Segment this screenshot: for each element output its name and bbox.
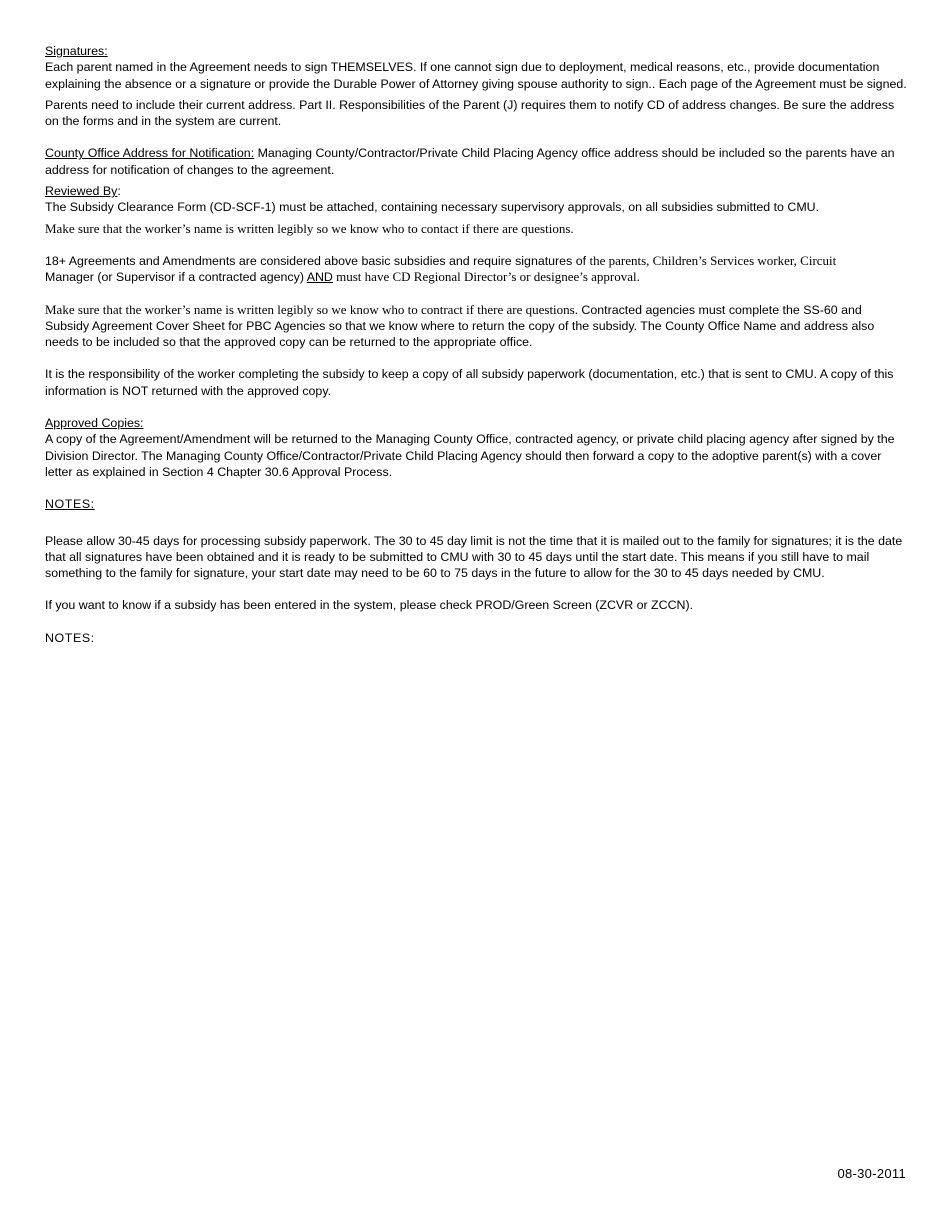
eighteen-plus-text-a: 18+ Agreements and Amendments are considered above basic subsidies and require signatures of [45,253,590,268]
reviewed-by-heading [45,183,907,199]
eighteen-plus-text-c: Manager (or Supervisor if a contracted agency) [45,270,307,285]
county-office-heading: County Office Address for Notification: [45,146,255,161]
document-body [45,43,907,646]
contracted-agencies-paragraph [45,302,907,351]
responsibility-paragraph: It is the responsibility of the worker completing the subsidy to keep a copy of all subsidy paperwork (documentation, etc.) that is sent to CMU. A copy of this information is NOT returned with the approved copy. [45,367,894,398]
reviewed-by-colon: : [117,184,121,199]
approved-copies-heading: Approved Copies: [45,416,144,431]
contract-text-a: Make sure that the worker’s name is written legibly so we know who to contract if there are questions. [45,301,578,317]
notes-footer-label: NOTES: [45,630,95,645]
signatures-paragraph: Each parent named in the Agreement needs to sign THEMSELVES. If one cannot sign due to deployment, medical reasons, etc., provide documentation explaining the absence or a signature or provide the Durable Power of Attorney giving spouse authority to sign.. Each page of the Agreement must be signed. [45,60,907,91]
contract-text-b: Contracted agencies must complete the SS-60 and Subsidy Agreement Cover Sheet for PBC Agencies so that we know where to return the copy of the subsidy. The County Office Name and address also needs to be included so that the approved copy can be returned to the appropriate office. [45,302,875,350]
county-office-paragraph [45,145,907,178]
clearance-form-paragraph: The Subsidy Clearance Form (CD-SCF-1) must be attached, containing necessary supervisory approvals, on all subsidies submitted to CMU. [45,200,820,215]
revision-date: 08-30-2011 [837,1166,906,1181]
processing-time-paragraph: Please allow 30-45 days for processing subsidy paperwork. The 30 to 45 day limit is not the time that it is mailed out to the family for signatures; it is the date that all signatures have been obtained and it is ready to be submitted to CMU with 30 to 45 days until the start date. This means if you still have to mail something to the family for signature, your start date may need to be 60 to 75 days in the future to allow for the 30 to 45 days needed by CMU. [45,533,903,581]
eighteen-plus-text-b: the parents, Children’s Services worker, Circuit [589,252,837,268]
eighteen-plus-paragraph [45,253,907,286]
county-office-text: Managing County/Contractor/Private Child Placing Agency office address should be included so the parents have an address for notification of changes to the agreement. [45,146,895,177]
and-emphasis: AND [306,270,333,285]
worker-name-paragraph: Make sure that the worker’s name is written legibly so we know who to contact if there are questions. [45,220,574,236]
signatures-heading: Signatures: [45,44,108,58]
eighteen-plus-text-d: must have CD Regional Director’s or designee’s approval. [332,269,640,285]
address-paragraph: Parents need to include their current address. Part II. Responsibilities of the Parent (J) requires them to notify CD of address changes. Be sure the address on the forms and in the system are current. [45,97,895,129]
approved-copies-paragraph: A copy of the Agreement/Amendment will be returned to the Managing County Office, contracted agency, or private child placing agency after signed by the Division Director. The Managing County Office/Contractor/Private Child Placing Agency should then forward a copy to the adoptive parent(s) with a cover letter as explained in Section 4 Chapter 30.6 Approval Process. [45,432,895,479]
notes-heading: NOTES: [45,497,95,512]
prod-check-paragraph: If you want to know if a subsidy has been entered in the system, please check PROD/Green Screen (ZCVR or ZCCN). [45,598,694,613]
reviewed-by-label: Reviewed By [45,184,118,199]
